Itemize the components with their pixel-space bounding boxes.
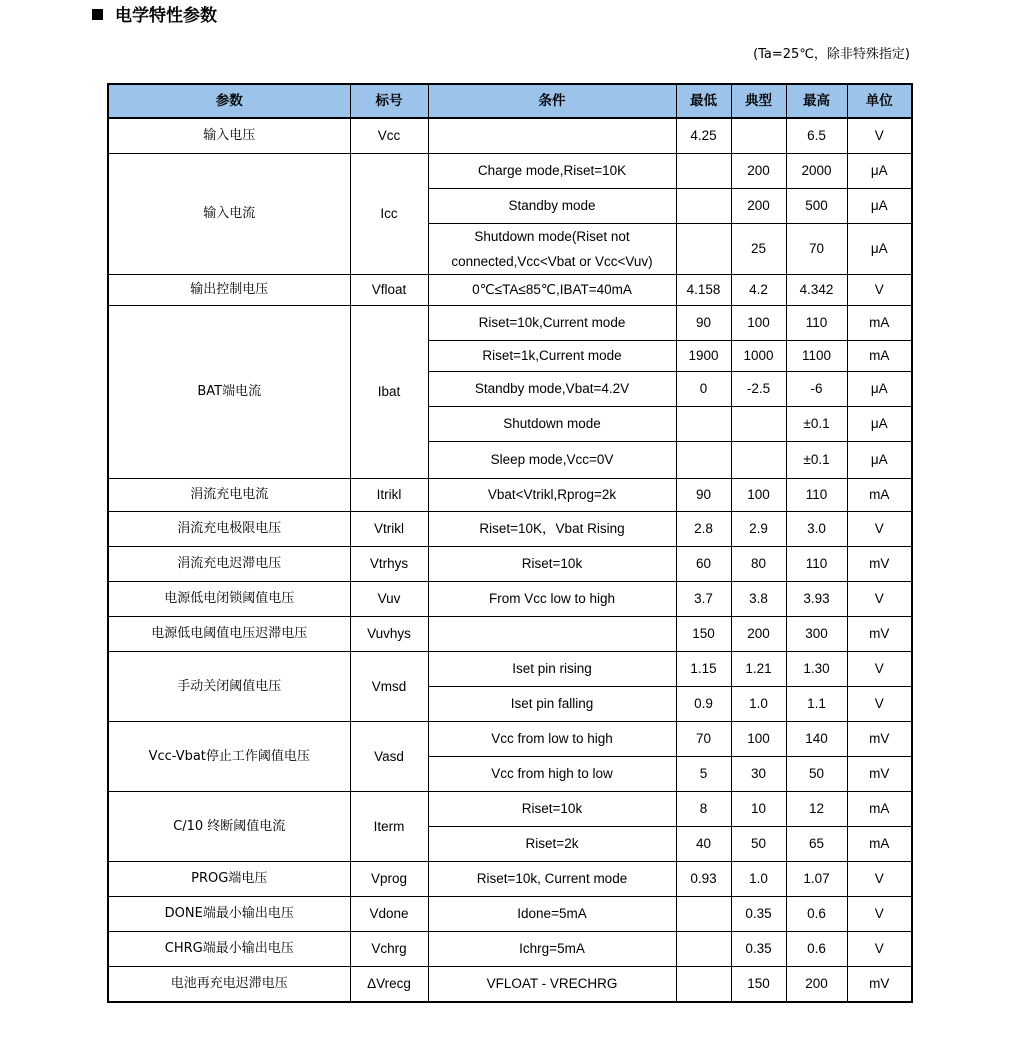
cell-min (676, 154, 731, 189)
cell-condition: Standby mode (428, 189, 676, 224)
cell-condition: Shutdown mode(Riset not connected,Vcc<Vbat or Vcc<Vuv) (428, 224, 676, 275)
param-name: 涓流充电电流 (108, 479, 350, 512)
cell-unit: V (847, 652, 912, 687)
cell-typ: 10 (731, 792, 786, 827)
param-name: 手动关闭阈值电压 (108, 652, 350, 722)
cell-condition: Riset=2k (428, 827, 676, 862)
cell-condition: Riset=10K，Vbat Rising (428, 512, 676, 547)
section-heading (92, 3, 217, 29)
cell-typ: 1.0 (731, 862, 786, 897)
param-name: PROG端电压 (108, 862, 350, 897)
table-row (108, 617, 912, 652)
cell-max: 500 (786, 189, 847, 224)
param-symbol: Vcc (350, 118, 428, 154)
cell-min (676, 407, 731, 442)
cell-typ: 200 (731, 189, 786, 224)
cell-max: 6.5 (786, 118, 847, 154)
param-name: 涓流充电迟滞电压 (108, 547, 350, 582)
cell-typ: 4.2 (731, 275, 786, 306)
cell-unit: mA (847, 479, 912, 512)
cell-min: 4.158 (676, 275, 731, 306)
cell-min (676, 189, 731, 224)
cell-max: 3.93 (786, 582, 847, 617)
table-row (108, 722, 912, 757)
cell-min: 40 (676, 827, 731, 862)
cell-unit: V (847, 118, 912, 154)
cell-min: 0 (676, 372, 731, 407)
cell-min (676, 897, 731, 932)
cell-min: 4.25 (676, 118, 731, 154)
table-header-row (108, 84, 912, 118)
header-symbol: 标号 (350, 84, 428, 118)
cell-typ: 100 (731, 306, 786, 341)
cell-min (676, 967, 731, 1003)
cell-min: 60 (676, 547, 731, 582)
cell-min: 150 (676, 617, 731, 652)
header-unit: 单位 (847, 84, 912, 118)
cell-unit: mV (847, 547, 912, 582)
cell-typ: 200 (731, 617, 786, 652)
cell-condition: Riset=1k,Current mode (428, 341, 676, 372)
cell-unit: V (847, 582, 912, 617)
cell-unit: μA (847, 189, 912, 224)
cell-condition: Vcc from low to high (428, 722, 676, 757)
header-condition: 条件 (428, 84, 676, 118)
cell-typ: 1.0 (731, 687, 786, 722)
cell-condition: Riset=10k,Current mode (428, 306, 676, 341)
cell-unit: μA (847, 154, 912, 189)
cell-max: 110 (786, 547, 847, 582)
cell-typ: 50 (731, 827, 786, 862)
param-name: 电源低电闭锁阈值电压 (108, 582, 350, 617)
cell-condition: Vcc from high to low (428, 757, 676, 792)
param-name: 电池再充电迟滞电压 (108, 967, 350, 1003)
table-row (108, 792, 912, 827)
param-name: CHRG端最小输出电压 (108, 932, 350, 967)
cell-max: 4.342 (786, 275, 847, 306)
cell-min: 3.7 (676, 582, 731, 617)
cell-unit: mV (847, 722, 912, 757)
table-row (108, 275, 912, 306)
cell-condition: Iset pin falling (428, 687, 676, 722)
cell-max: 0.6 (786, 932, 847, 967)
cell-max: -6 (786, 372, 847, 407)
param-symbol: Vtrikl (350, 512, 428, 547)
cell-min: 1.15 (676, 652, 731, 687)
cell-max: 110 (786, 479, 847, 512)
param-name: 输入电压 (108, 118, 350, 154)
cell-unit: V (847, 862, 912, 897)
cell-min (676, 932, 731, 967)
cell-min: 5 (676, 757, 731, 792)
cell-typ (731, 407, 786, 442)
cell-max: 65 (786, 827, 847, 862)
cell-condition: Riset=10k (428, 792, 676, 827)
cell-typ (731, 118, 786, 154)
cell-min: 90 (676, 306, 731, 341)
table-row (108, 512, 912, 547)
cell-max: 2000 (786, 154, 847, 189)
cell-min: 8 (676, 792, 731, 827)
cell-typ: 200 (731, 154, 786, 189)
cell-typ: 30 (731, 757, 786, 792)
header-min: 最低 (676, 84, 731, 118)
cell-typ: 80 (731, 547, 786, 582)
cell-condition: Charge mode,Riset=10K (428, 154, 676, 189)
header-max: 最高 (786, 84, 847, 118)
cell-max: 0.6 (786, 897, 847, 932)
cell-max: ±0.1 (786, 407, 847, 442)
cell-unit: mA (847, 341, 912, 372)
param-name: 输入电流 (108, 154, 350, 275)
cell-typ: 0.35 (731, 932, 786, 967)
param-name: Vcc-Vbat停止工作阈值电压 (108, 722, 350, 792)
square-bullet-icon (92, 9, 103, 20)
cell-condition: From Vcc low to high (428, 582, 676, 617)
cell-unit: μA (847, 442, 912, 479)
cell-unit: V (847, 275, 912, 306)
cell-typ (731, 442, 786, 479)
section-heading-text: 电学特性参数 (115, 6, 217, 26)
cell-max: 110 (786, 306, 847, 341)
param-symbol: Vprog (350, 862, 428, 897)
cell-condition: VFLOAT - VRECHRG (428, 967, 676, 1003)
cell-typ: 100 (731, 479, 786, 512)
cell-typ: 150 (731, 967, 786, 1003)
cell-max: 1.30 (786, 652, 847, 687)
header-param: 参数 (108, 84, 350, 118)
table-row (108, 862, 912, 897)
param-symbol: Icc (350, 154, 428, 275)
cell-max: 12 (786, 792, 847, 827)
cell-condition: Sleep mode,Vcc=0V (428, 442, 676, 479)
cell-unit: mV (847, 967, 912, 1003)
cell-typ: -2.5 (731, 372, 786, 407)
table-row (108, 118, 912, 154)
param-symbol: Vchrg (350, 932, 428, 967)
param-symbol: Vuv (350, 582, 428, 617)
cell-condition: Standby mode,Vbat=4.2V (428, 372, 676, 407)
param-name: 输出控制电压 (108, 275, 350, 306)
header-typ: 典型 (731, 84, 786, 118)
cell-unit: μA (847, 372, 912, 407)
cell-unit: mV (847, 757, 912, 792)
cell-min: 90 (676, 479, 731, 512)
cell-max: 1.07 (786, 862, 847, 897)
cell-typ: 1000 (731, 341, 786, 372)
table-row (108, 154, 912, 189)
param-symbol: Vtrhys (350, 547, 428, 582)
cell-typ: 1.21 (731, 652, 786, 687)
cell-min (676, 224, 731, 275)
cell-unit: mV (847, 617, 912, 652)
cell-unit: mA (847, 306, 912, 341)
param-symbol: Vdone (350, 897, 428, 932)
cell-condition: Iset pin rising (428, 652, 676, 687)
table-row (108, 306, 912, 341)
cell-typ: 3.8 (731, 582, 786, 617)
cell-typ: 25 (731, 224, 786, 275)
cell-unit: μA (847, 224, 912, 275)
cell-unit: mA (847, 827, 912, 862)
cell-condition: Vbat<Vtrikl,Rprog=2k (428, 479, 676, 512)
table-row (108, 967, 912, 1003)
electrical-characteristics-table (107, 83, 913, 1003)
test-condition-note: (Ta=25℃，除非特殊指定) (753, 47, 910, 62)
cell-condition: Shutdown mode (428, 407, 676, 442)
cell-max: 70 (786, 224, 847, 275)
cell-typ: 2.9 (731, 512, 786, 547)
cell-condition: 0℃≤TA≤85℃,IBAT=40mA (428, 275, 676, 306)
cell-min: 2.8 (676, 512, 731, 547)
table-row (108, 479, 912, 512)
param-symbol: Vasd (350, 722, 428, 792)
param-symbol: Iterm (350, 792, 428, 862)
param-symbol: Vfloat (350, 275, 428, 306)
table-row (108, 932, 912, 967)
cell-max: 50 (786, 757, 847, 792)
cell-max: 200 (786, 967, 847, 1003)
cell-typ: 100 (731, 722, 786, 757)
param-name: BAT端电流 (108, 306, 350, 479)
param-symbol: Vuvhys (350, 617, 428, 652)
table-row (108, 652, 912, 687)
param-name: 电源低电阈值电压迟滞电压 (108, 617, 350, 652)
param-symbol: Vmsd (350, 652, 428, 722)
cell-condition (428, 118, 676, 154)
cell-max: 3.0 (786, 512, 847, 547)
cell-unit: V (847, 897, 912, 932)
param-symbol: Ibat (350, 306, 428, 479)
param-symbol: ΔVrecg (350, 967, 428, 1003)
cell-max: ±0.1 (786, 442, 847, 479)
cell-unit: μA (847, 407, 912, 442)
cell-min: 0.9 (676, 687, 731, 722)
cell-min: 0.93 (676, 862, 731, 897)
cell-condition: Ichrg=5mA (428, 932, 676, 967)
cell-condition (428, 617, 676, 652)
cell-unit: V (847, 512, 912, 547)
cell-min (676, 442, 731, 479)
cell-unit: mA (847, 792, 912, 827)
table-row (108, 897, 912, 932)
param-name: C/10 终断阈值电流 (108, 792, 350, 862)
cell-unit: V (847, 687, 912, 722)
cell-typ: 0.35 (731, 897, 786, 932)
param-name: 涓流充电极限电压 (108, 512, 350, 547)
cell-max: 1100 (786, 341, 847, 372)
table-row (108, 547, 912, 582)
cell-condition: Riset=10k (428, 547, 676, 582)
cell-condition: Riset=10k, Current mode (428, 862, 676, 897)
cell-min: 1900 (676, 341, 731, 372)
cell-min: 70 (676, 722, 731, 757)
param-name: DONE端最小输出电压 (108, 897, 350, 932)
cell-unit: V (847, 932, 912, 967)
cell-condition: Idone=5mA (428, 897, 676, 932)
cell-max: 140 (786, 722, 847, 757)
cell-max: 300 (786, 617, 847, 652)
table-row (108, 582, 912, 617)
cell-max: 1.1 (786, 687, 847, 722)
param-symbol: Itrikl (350, 479, 428, 512)
